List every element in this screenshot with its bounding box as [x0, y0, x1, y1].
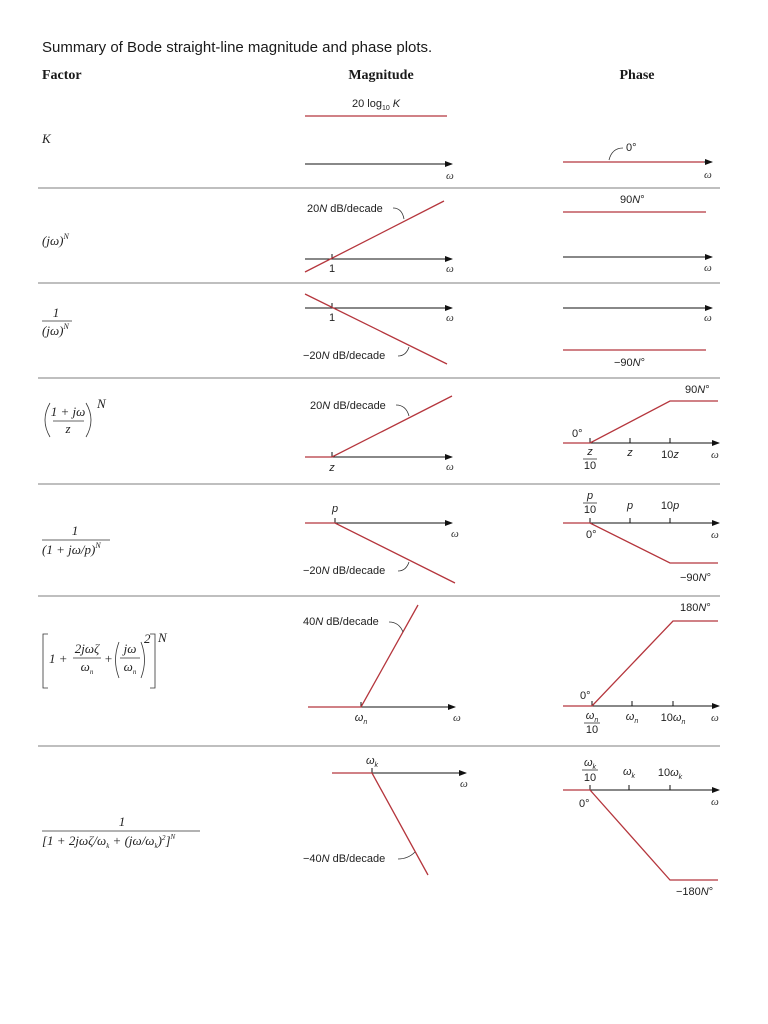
header-magnitude: Magnitude [348, 68, 414, 83]
magnitude-plot-k [305, 98, 454, 182]
factor-numerator: 1 [52, 305, 60, 320]
row-integrator [42, 294, 712, 369]
tick-label-decade-below-num: z [587, 446, 593, 458]
phase-level-label: 90N° [620, 194, 645, 206]
factor-frac2-num: jω [123, 641, 137, 656]
omega-axis-label: ω [704, 262, 712, 274]
phase-end-label: 180N° [680, 602, 711, 614]
magnitude-plot-real-zero [305, 396, 454, 474]
corner-tick-label: 1 [328, 312, 336, 324]
tick-label-decade-below-den: 10 [585, 724, 599, 736]
magnitude-plot-quadratic-pole [303, 755, 468, 875]
corner-tick-label: $\omega_n$ [354, 712, 368, 726]
row-quadratic-pole [42, 755, 719, 898]
page-title: Summary of Bode straight-line magnitude and phase plots. [42, 39, 433, 56]
omega-axis-label: ω [451, 528, 459, 540]
slope-label: −40N dB/decade [303, 853, 386, 865]
tick-label-decade-below-den: 10 [583, 772, 597, 784]
factor-denominator: z [65, 421, 71, 436]
factor-denominator: $(j\omega)^N$ [42, 322, 69, 338]
phase-end-label: −180N° [676, 886, 714, 898]
tick-label-decade-below-num: $\omega_k$ [583, 757, 597, 771]
factor-denominator: $[1 + 2j\omega\zeta/\omega_k + (j\omega/\omega_k)^2]^N$ [42, 833, 176, 850]
phase-asymptote [563, 401, 718, 443]
factor-inverse-jw-power [42, 305, 72, 338]
tick-label-decade-above: 10p [660, 500, 680, 512]
phase-start-label: 0° [586, 529, 597, 541]
header-phase: Phase [619, 68, 655, 83]
omega-axis-label: ω [446, 263, 454, 275]
factor-numerator: 1 [71, 523, 79, 538]
header-factor: Factor [42, 68, 82, 83]
label-leader [396, 405, 409, 416]
factor-frac1-num: 2jωζ [74, 641, 100, 656]
omega-axis-label: ω [711, 712, 719, 724]
tick-label-decade-above: $10\omega_n$ [660, 712, 686, 726]
factor-real-pole [42, 523, 110, 557]
omega-axis-label: ω [711, 796, 719, 808]
factor-real-zero [45, 396, 107, 437]
corner-tick-label: $\omega_k$ [365, 755, 379, 769]
label-leader [609, 148, 623, 160]
omega-axis-label: ω [711, 449, 719, 461]
slope-label: 40N dB/decade [303, 616, 379, 628]
phase-plot-real-zero [563, 384, 719, 472]
factor-lead-term: 1 + [49, 651, 68, 666]
factor-denominator: $(1 + j\omega/p)^N$ [42, 541, 101, 557]
tick-label-corner: z [627, 447, 633, 459]
slope-label: −20N dB/decade [303, 350, 386, 362]
phase-level-label: −90N° [614, 357, 646, 369]
magnitude-plot-jw [305, 201, 454, 275]
tick-label-decade-above: 10z [661, 449, 679, 461]
phase-level-label: 0° [626, 142, 637, 154]
factor-jw-power: $(j\omega)^N$ [42, 232, 69, 248]
left-bracket [43, 634, 48, 688]
row-real-pole [42, 490, 719, 584]
phase-start-label: 0° [579, 798, 590, 810]
label-leader [398, 562, 409, 571]
row-quadratic-zero [43, 602, 719, 736]
factor-plus: + [104, 651, 113, 666]
tick-label-decade-below-den: 10 [583, 460, 597, 472]
tick-label-corner: $\omega_n$ [625, 711, 639, 725]
right-paren [141, 642, 145, 678]
tick-label-decade-below-den: 10 [583, 504, 597, 516]
phase-plot-quadratic-zero [563, 602, 719, 736]
corner-tick-label: 1 [328, 263, 336, 275]
factor-numerator: 1 [118, 814, 126, 829]
tick-label-decade-below-num: p [586, 490, 594, 502]
row-real-zero [45, 384, 719, 474]
phase-end-label: 90N° [685, 384, 710, 396]
omega-axis-label: ω [711, 529, 719, 541]
phase-plot-real-pole [563, 490, 719, 584]
tick-label-decade-below-num: $\omega_n$ [585, 710, 599, 724]
tick-label-corner: $\omega_k$ [622, 766, 636, 780]
left-paren [45, 403, 50, 437]
omega-axis-label: ω [446, 170, 454, 182]
omega-axis-label: ω [460, 778, 468, 790]
omega-axis-label: ω [453, 712, 461, 724]
magnitude-plot-inverse-jw [303, 294, 454, 364]
factor-exponent: N [158, 630, 167, 645]
factor-exponent: N [97, 396, 106, 411]
factor-quadratic-zero [43, 630, 168, 688]
row-gain [41, 98, 712, 182]
magnitude-plot-quadratic-zero [303, 605, 461, 726]
factor-numerator: 1 + jω [50, 404, 86, 419]
factor-k: K [42, 131, 51, 146]
omega-axis-label: ω [704, 312, 712, 324]
corner-tick-label: p [331, 503, 339, 515]
factor-quadratic-pole [42, 814, 200, 850]
phase-start-label: 0° [572, 428, 583, 440]
phase-plot-inverse-jw [563, 308, 712, 369]
label-leader [389, 622, 403, 632]
factor-frac1-den: $\omega_n$ [80, 659, 94, 676]
right-paren [86, 403, 91, 437]
omega-axis-label: ω [704, 169, 712, 181]
omega-axis-label: ω [446, 461, 454, 473]
tick-label-corner: p [626, 500, 634, 512]
magnitude-plot-real-pole [303, 503, 459, 583]
slope-label: 20N dB/decade [310, 400, 386, 412]
corner-tick-label: z [329, 462, 335, 474]
left-paren [116, 642, 120, 678]
label-leader [393, 208, 404, 219]
slope-label: 20N dB/decade [307, 203, 383, 215]
label-leader [398, 852, 415, 859]
row-differentiator [42, 194, 712, 275]
phase-plot-jw [563, 194, 712, 274]
phase-plot-quadratic-pole [563, 757, 719, 898]
slope-label: −20N dB/decade [303, 565, 386, 577]
magnitude-level-label: 20 $\log_{10} K$ [352, 98, 401, 112]
factor-inner-exponent: 2 [144, 631, 151, 646]
tick-label-decade-above: $10\omega_k$ [657, 767, 683, 781]
phase-end-label: −90N° [680, 572, 712, 584]
omega-axis-label: ω [446, 312, 454, 324]
phase-start-label: 0° [580, 690, 591, 702]
factor-frac2-den: $\omega_n$ [123, 659, 137, 676]
phase-plot-k [563, 142, 712, 181]
right-bracket [150, 634, 155, 688]
label-leader [398, 347, 409, 356]
